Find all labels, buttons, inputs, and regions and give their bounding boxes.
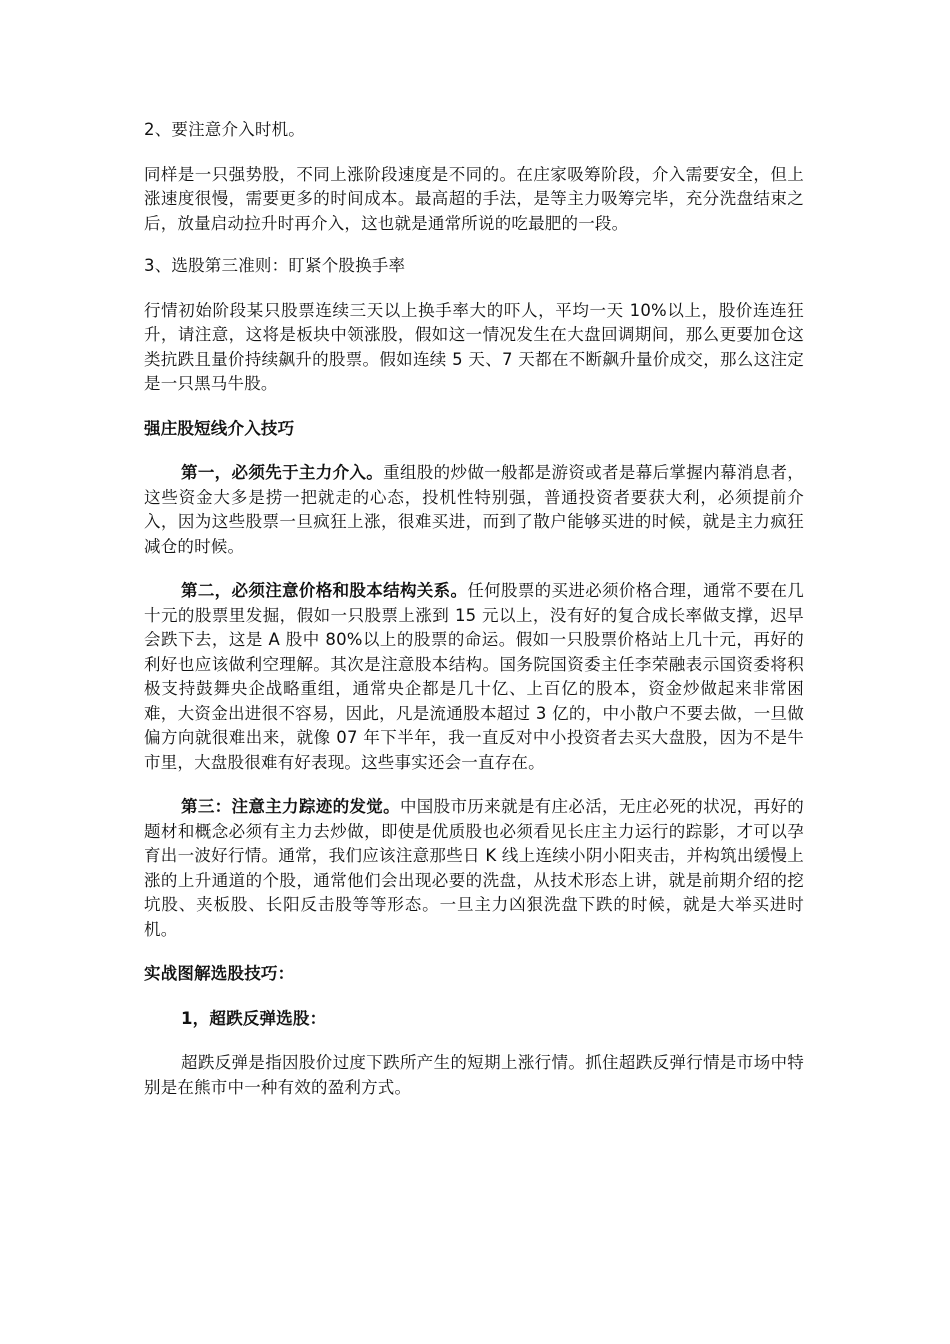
paragraph-entry-timing: 同样是一只强势股，不同上涨阶段速度是不同的。在庄家吸筹阶段，介入需要安全，但上涨速度很慢，需要更多的时间成本。最高超的手法，是等主力吸筹完毕，充分洗盘结束之后，放量启动拉升时再介入，这也就是通常所说的吃最肥的一段。 bbox=[144, 164, 804, 233]
paragraph-turnover-rate: 行情初始阶段某只股票连续三天以上换手率大的吓人，平均一天 10%以上，股价连连狂升，请注意，这将是板块中领涨股，假如这一情况发生在大盘回调期间，那么更要加仓这类抗跌且量价持续飙升的股票。假如连续 5 天、7 天都在不断飙升量价成交，那么这注定是一只黑马牛股。 bbox=[144, 300, 804, 393]
rule-2-body: 任何股票的买进必须价格合理，通常不要在几十元的股票里发掘，假如一只股票上涨到 15 元以上，没有好的复合成长率做支撑，迟早会跌下去，这是 A 股中 80%以上的股票的命运。假如一只股票价格站上几十元，再好的利好也应该做利空理解。其次是注意股本结构。国务院国资委主任李荣融表示国资委将积极支持鼓舞央企战略重组，通常央企都是几十亿、上百亿的股本，资金炒做起来非常困难，大资金出进很不容易，因此，凡是流通股本超过 3 亿的，中小散户不要去做，一旦做偏方向就很难出来，就像 07 年下半年，我一直反对中小投资者去买大盘股，因为不是牛市里，大盘股很难有好表现。这些事实还会一直存在。 bbox=[144, 581, 805, 772]
document-page bbox=[144, 118, 804, 1100]
paragraph-rule-3 bbox=[144, 795, 804, 942]
point-2-heading: 2、要注意介入时机。 bbox=[144, 120, 305, 139]
rule-3-body: 中国股市历来就是有庄必活，无庄必死的状况，再好的题材和概念必须有主力去炒做，即使是优质股也必须看见长庄主力运行的踪影，才可以孕育出一波好行情。通常，我们应该注意那些日 K 线上连续小阴小阳夹击，并构筑出缓慢上涨的上升通道的个股，通常他们会出现必要的洗盘，从技术形态上讲，就是前期介绍的挖坑股、夹板股、长阳反击股等等形态。一旦主力凶狠洗盘下跌的时候，就是大举买进时机。 bbox=[144, 797, 804, 939]
section-heading-strong-dealer: 强庄股短线介入技巧 bbox=[144, 418, 295, 438]
rule-2-lead: 第二，必须注意价格和股本结构关系。 bbox=[181, 581, 468, 600]
paragraph-rule-2 bbox=[144, 579, 804, 775]
section-heading-stock-picking: 实战图解选股技巧： bbox=[144, 964, 295, 983]
rule-1-lead: 第一，必须先于主力介入。 bbox=[181, 463, 384, 482]
paragraph-rule-1 bbox=[144, 461, 804, 559]
rule-1-body: 重组股的炒做一般都是游资或者是幕后掌握内幕消息者，这些资金大多是捞一把就走的心态，投机性特别强，普通投资者要获大利，必须提前介入，因为这些股票一旦疯狂上涨，很难买进，而到了散户能够买进的时候，就是主力疯狂减仓的时候。 bbox=[144, 463, 805, 556]
paragraph-oversold-rebound: 超跌反弹是指因股价过度下跌所产生的短期上涨行情。抓住超跌反弹行情是市场中特别是在熊市中一种有效的盈利方式。 bbox=[144, 1053, 804, 1097]
subheading-oversold-rebound: 1，超跌反弹选股： bbox=[181, 1008, 327, 1028]
rule-3-lead: 第三：注意主力踪迹的发觉。 bbox=[181, 797, 400, 816]
point-3-heading: 3、选股第三准则：盯紧个股换手率 bbox=[144, 256, 406, 275]
